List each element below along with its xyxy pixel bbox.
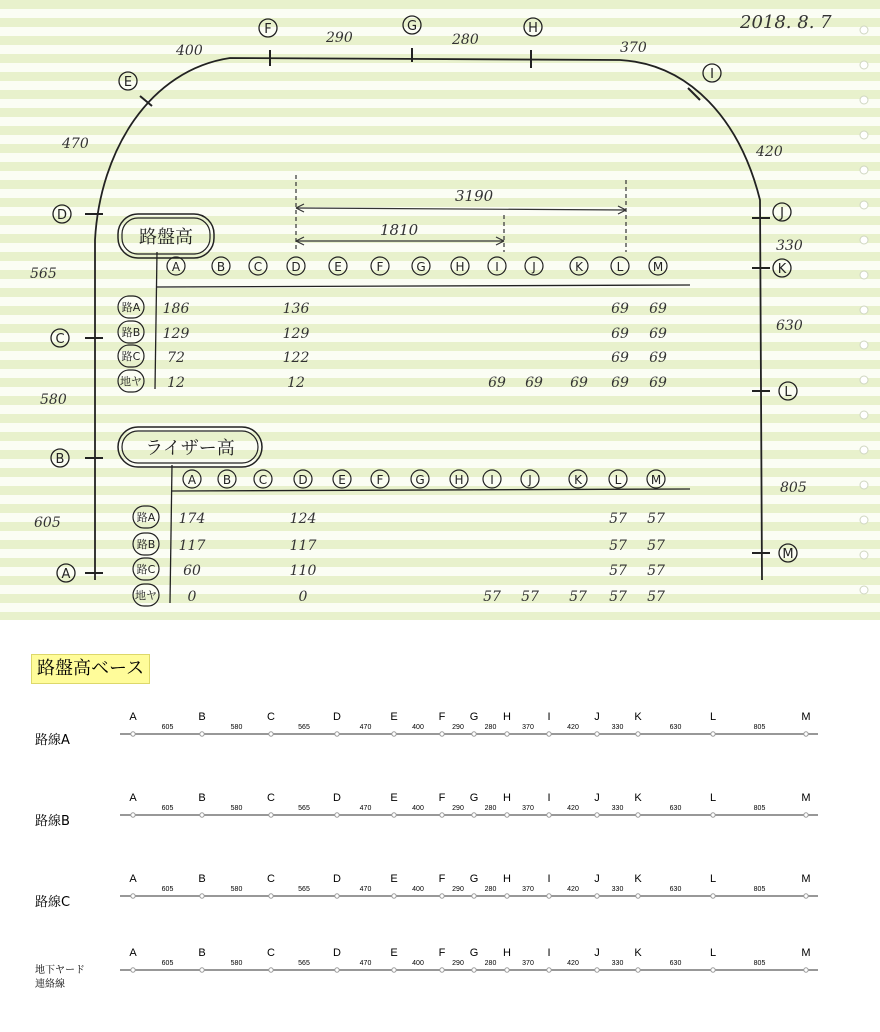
station-marker — [711, 732, 715, 736]
table-column-label: J — [532, 260, 536, 274]
station-label: J — [594, 792, 600, 804]
station-label: A — [129, 947, 137, 959]
station-label: G — [469, 947, 479, 959]
station-marker — [335, 894, 339, 898]
station-marker — [804, 732, 808, 736]
station-marker — [131, 894, 135, 898]
station-marker — [392, 968, 396, 972]
table-cell-value: 129 — [282, 326, 310, 342]
table-cell-value: 110 — [289, 563, 317, 579]
binder-hole — [860, 376, 868, 384]
station-label: D — [333, 873, 341, 885]
station-label: B — [198, 711, 206, 723]
segment-distance: 470 — [359, 724, 372, 731]
binder-hole — [860, 306, 868, 314]
station-label: A — [129, 792, 137, 804]
loop-segment-length: 605 — [34, 515, 61, 531]
station-label: K — [634, 873, 642, 885]
station-marker — [335, 813, 339, 817]
segment-distance: 290 — [452, 886, 464, 893]
binder-hole — [860, 61, 868, 69]
station-label: F — [438, 947, 446, 959]
loop-segment-length: 330 — [776, 238, 803, 254]
station-label: D — [333, 711, 341, 723]
segment-distance: 370 — [522, 805, 534, 812]
segment-distance: 630 — [669, 724, 682, 731]
table-column-label: L — [616, 260, 624, 274]
table-cell-value: 69 — [611, 326, 629, 342]
station-label: C — [267, 947, 275, 959]
station-marker — [269, 968, 273, 972]
station-label: J — [594, 873, 600, 885]
binder-hole — [860, 201, 868, 209]
station-label: H — [503, 711, 511, 723]
table-column-label: A — [171, 260, 181, 274]
station-label: F — [438, 711, 446, 723]
segment-distance: 370 — [522, 724, 534, 731]
loop-station-label: J — [780, 206, 784, 221]
loop-segment-length: 290 — [326, 30, 353, 46]
segment-distance: 400 — [412, 960, 424, 967]
table-cell-value: 0 — [298, 589, 308, 605]
segment-distance: 280 — [484, 805, 497, 812]
table-cell-value: 69 — [611, 350, 629, 366]
loop-segment-length: 470 — [62, 136, 89, 152]
table-cell-value: 57 — [521, 589, 539, 605]
segment-distance: 470 — [359, 960, 372, 967]
station-marker — [269, 732, 273, 736]
table-column-label: A — [187, 473, 197, 487]
elevation-sheet — [0, 620, 880, 1032]
station-label: A — [129, 711, 137, 723]
route-label: 路線A — [35, 733, 70, 748]
station-marker — [595, 894, 599, 898]
table-cell-value: 69 — [570, 375, 588, 391]
station-marker — [200, 813, 204, 817]
segment-distance: 280 — [484, 724, 497, 731]
segment-distance: 565 — [298, 960, 310, 967]
binder-hole — [860, 166, 868, 174]
table-row-label: 路C — [121, 350, 141, 363]
table-row-label: 路B — [136, 538, 156, 551]
binder-hole — [860, 271, 868, 279]
station-label: B — [198, 873, 206, 885]
station-label: J — [594, 947, 600, 959]
segment-distance: 420 — [567, 886, 579, 893]
segment-distance: 400 — [412, 886, 424, 893]
table-cell-value: 57 — [609, 511, 627, 527]
loop-station-label: D — [56, 208, 68, 223]
binder-hole — [860, 516, 868, 524]
station-marker — [200, 968, 204, 972]
route-line — [0, 698, 880, 748]
table-cell-value: 0 — [187, 589, 197, 605]
station-marker — [547, 813, 551, 817]
station-marker — [804, 894, 808, 898]
loop-station-label: A — [61, 567, 71, 582]
table-cell-value: 57 — [647, 563, 665, 579]
segment-distance: 605 — [161, 805, 174, 812]
loop-segment-length: 400 — [176, 43, 203, 59]
segment-distance: 400 — [412, 724, 424, 731]
binder-hole — [860, 341, 868, 349]
loop-station-label: L — [784, 385, 792, 400]
table-column-label: E — [338, 473, 346, 487]
station-marker — [804, 968, 808, 972]
table-column-label: H — [454, 473, 464, 487]
station-label: M — [801, 873, 811, 885]
station-marker — [472, 894, 476, 898]
station-marker — [131, 968, 135, 972]
station-marker — [505, 968, 509, 972]
table-column-label: I — [490, 473, 494, 487]
table-cell-value: 69 — [649, 375, 667, 391]
binder-hole — [860, 236, 868, 244]
station-label: J — [594, 711, 600, 723]
table-column-label: K — [574, 473, 582, 487]
station-marker — [636, 732, 640, 736]
station-label: L — [709, 873, 717, 885]
station-marker — [595, 968, 599, 972]
station-marker — [505, 813, 509, 817]
loop-station-label: B — [55, 452, 65, 467]
loop-segment-length: 630 — [776, 318, 803, 334]
segment-distance: 280 — [484, 886, 497, 893]
segment-distance: 420 — [567, 805, 579, 812]
table-cell-value: 174 — [178, 511, 206, 527]
segment-distance: 805 — [753, 724, 766, 731]
station-marker — [335, 732, 339, 736]
table-cell-value: 57 — [647, 538, 665, 554]
table-column-label: J — [528, 473, 532, 487]
table-column-label: E — [334, 260, 342, 274]
segment-distance: 580 — [230, 960, 243, 967]
loop-station-label: E — [123, 75, 133, 90]
segment-distance: 630 — [669, 805, 682, 812]
station-marker — [472, 732, 476, 736]
station-label: G — [469, 873, 479, 885]
station-marker — [131, 732, 135, 736]
station-marker — [200, 894, 204, 898]
station-marker — [200, 732, 204, 736]
station-label: K — [634, 792, 642, 804]
table-column-label: C — [253, 260, 263, 274]
table-cell-value: 69 — [649, 301, 667, 317]
segment-distance: 400 — [412, 805, 424, 812]
segment-distance: 420 — [567, 724, 579, 731]
station-marker — [440, 894, 444, 898]
table-column-label: F — [376, 260, 384, 274]
station-marker — [547, 968, 551, 972]
station-marker — [636, 968, 640, 972]
route-line — [0, 934, 880, 984]
table-column-label: I — [495, 260, 499, 274]
station-marker — [392, 732, 396, 736]
table-row-label: 路B — [121, 326, 141, 339]
segment-distance: 420 — [567, 960, 579, 967]
station-marker — [505, 894, 509, 898]
station-label: K — [634, 711, 642, 723]
station-marker — [440, 813, 444, 817]
table-cell-value: 69 — [649, 350, 667, 366]
segment-distance: 330 — [611, 805, 624, 812]
station-marker — [440, 732, 444, 736]
segment-distance: 330 — [611, 886, 624, 893]
segment-distance: 290 — [452, 960, 464, 967]
table-cell-value: 124 — [289, 511, 317, 527]
table-cell-value: 57 — [609, 563, 627, 579]
segment-distance: 290 — [452, 805, 464, 812]
station-marker — [269, 813, 273, 817]
station-marker — [595, 813, 599, 817]
table-column-label: G — [415, 473, 425, 487]
loop-station-label: H — [528, 21, 538, 36]
station-label: B — [198, 792, 206, 804]
station-marker — [711, 968, 715, 972]
station-marker — [392, 813, 396, 817]
loop-segment-length: 580 — [40, 392, 67, 408]
table-cell-value: 57 — [647, 589, 665, 605]
segment-distance: 630 — [669, 886, 682, 893]
segment-distance: 805 — [753, 886, 766, 893]
station-marker — [547, 894, 551, 898]
route-line — [0, 860, 880, 910]
loop-station-label: I — [710, 67, 714, 82]
station-marker — [636, 813, 640, 817]
loop-segment-length: 805 — [780, 480, 807, 496]
segment-distance: 470 — [359, 805, 372, 812]
station-label: I — [547, 711, 551, 723]
binder-hole — [860, 26, 868, 34]
station-label: E — [390, 711, 398, 723]
station-label: L — [709, 711, 717, 723]
table-cell-value: 57 — [609, 538, 627, 554]
station-label: E — [390, 873, 398, 885]
segment-distance: 565 — [298, 805, 310, 812]
station-label: F — [438, 792, 446, 804]
table-cell-value: 60 — [183, 563, 201, 579]
table-column-label: M — [650, 473, 662, 487]
loop-segment-length: 420 — [756, 144, 783, 160]
segment-distance: 470 — [359, 886, 372, 893]
table-cell-value: 69 — [611, 301, 629, 317]
loop-station-label: K — [777, 262, 787, 277]
station-marker — [440, 968, 444, 972]
station-label: D — [333, 792, 341, 804]
binder-hole — [860, 551, 868, 559]
station-label: G — [469, 711, 479, 723]
station-label: I — [547, 947, 551, 959]
table-cell-value: 186 — [162, 301, 190, 317]
table-cell-value: 57 — [483, 589, 501, 605]
route-label: 路線B — [35, 814, 70, 829]
segment-distance: 290 — [452, 724, 464, 731]
station-label: M — [801, 947, 811, 959]
loop-segment-length: 370 — [620, 40, 647, 56]
table-column-label: C — [258, 473, 268, 487]
station-label: A — [129, 873, 137, 885]
station-label: G — [469, 792, 479, 804]
station-label: E — [390, 947, 398, 959]
station-label: C — [267, 711, 275, 723]
table-cell-value: 72 — [167, 350, 185, 366]
segment-distance: 330 — [611, 960, 624, 967]
segment-distance: 370 — [522, 886, 534, 893]
segment-distance: 805 — [753, 805, 766, 812]
table-cell-value: 129 — [162, 326, 190, 342]
binder-hole — [860, 446, 868, 454]
station-label: L — [709, 792, 717, 804]
table-column-label: G — [416, 260, 426, 274]
station-label: E — [390, 792, 398, 804]
segment-distance: 605 — [161, 960, 174, 967]
binder-hole — [860, 131, 868, 139]
route-label: 地下ヤード 連絡線 — [35, 965, 85, 990]
station-marker — [335, 968, 339, 972]
station-label: L — [709, 947, 717, 959]
station-label: B — [198, 947, 206, 959]
segment-distance: 370 — [522, 960, 534, 967]
loop-segment-length: 280 — [452, 32, 479, 48]
table-column-label: L — [614, 473, 622, 487]
station-label: K — [634, 947, 642, 959]
binder-hole — [860, 481, 868, 489]
table-cell-value: 69 — [525, 375, 543, 391]
table-cell-value: 117 — [178, 538, 206, 554]
segment-distance: 280 — [484, 960, 497, 967]
station-label: I — [547, 873, 551, 885]
station-label: M — [801, 792, 811, 804]
route-label: 路線C — [35, 895, 71, 910]
binder-hole — [860, 586, 868, 594]
table-row-label: 路A — [136, 511, 156, 524]
station-label: I — [547, 792, 551, 804]
station-marker — [131, 813, 135, 817]
station-label: F — [438, 873, 446, 885]
segment-distance: 580 — [230, 724, 243, 731]
station-marker — [595, 732, 599, 736]
table-column-label: B — [222, 473, 232, 487]
table-row-label: 地ヤ — [135, 589, 157, 602]
table-cell-value: 69 — [488, 375, 506, 391]
sheet-title: 路盤高ベース — [31, 654, 150, 684]
table-column-label: B — [216, 260, 226, 274]
station-label: C — [267, 792, 275, 804]
dimension-3190: 3190 — [455, 187, 494, 205]
segment-distance: 580 — [230, 886, 243, 893]
station-marker — [636, 894, 640, 898]
station-label: D — [333, 947, 341, 959]
table-row-label: 路C — [136, 563, 156, 576]
loop-station-label: C — [55, 332, 65, 347]
table-cell-value: 57 — [569, 589, 587, 605]
segment-distance: 580 — [230, 805, 243, 812]
station-label: M — [801, 711, 811, 723]
table-cell-value: 136 — [282, 301, 310, 317]
station-marker — [472, 813, 476, 817]
table-cell-value: 57 — [647, 511, 665, 527]
station-marker — [804, 813, 808, 817]
table-column-label: D — [298, 473, 308, 487]
table-column-label: F — [376, 473, 384, 487]
loop-station-label: M — [782, 547, 794, 562]
station-marker — [505, 732, 509, 736]
station-marker — [711, 813, 715, 817]
table-cell-value: 12 — [167, 375, 185, 391]
segment-distance: 330 — [611, 724, 624, 731]
table-title: 路盤高 — [139, 227, 193, 248]
segment-distance: 630 — [669, 960, 682, 967]
segment-distance: 805 — [753, 960, 766, 967]
segment-distance: 605 — [161, 886, 174, 893]
route-line — [0, 779, 880, 829]
station-label: H — [503, 792, 511, 804]
loop-segment-length: 565 — [30, 266, 57, 282]
segment-distance: 565 — [298, 886, 310, 893]
table-title: ライザー高 — [145, 438, 235, 459]
binder-hole — [860, 96, 868, 104]
loop-station-label: G — [406, 19, 418, 34]
station-marker — [547, 732, 551, 736]
table-column-label: H — [455, 260, 465, 274]
station-marker — [711, 894, 715, 898]
loop-station-label: F — [264, 22, 272, 37]
table-cell-value: 57 — [609, 589, 627, 605]
table-row-label: 路A — [121, 301, 141, 314]
table-cell-value: 69 — [611, 375, 629, 391]
station-marker — [269, 894, 273, 898]
sketch-date: 2018. 8. 7 — [740, 12, 832, 33]
table-column-label: D — [291, 260, 301, 274]
segment-distance: 565 — [298, 724, 310, 731]
table-cell-value: 122 — [282, 350, 310, 366]
binder-hole — [860, 411, 868, 419]
dimension-1810: 1810 — [380, 221, 419, 239]
table-cell-value: 12 — [287, 375, 305, 391]
table-column-label: M — [652, 260, 664, 274]
station-marker — [392, 894, 396, 898]
segment-distance: 605 — [161, 724, 174, 731]
station-marker — [472, 968, 476, 972]
station-label: H — [503, 873, 511, 885]
table-row-label: 地ヤ — [120, 375, 142, 388]
table-column-label: K — [575, 260, 583, 274]
station-label: C — [267, 873, 275, 885]
station-label: H — [503, 947, 511, 959]
table-cell-value: 69 — [649, 326, 667, 342]
table-cell-value: 117 — [289, 538, 317, 554]
